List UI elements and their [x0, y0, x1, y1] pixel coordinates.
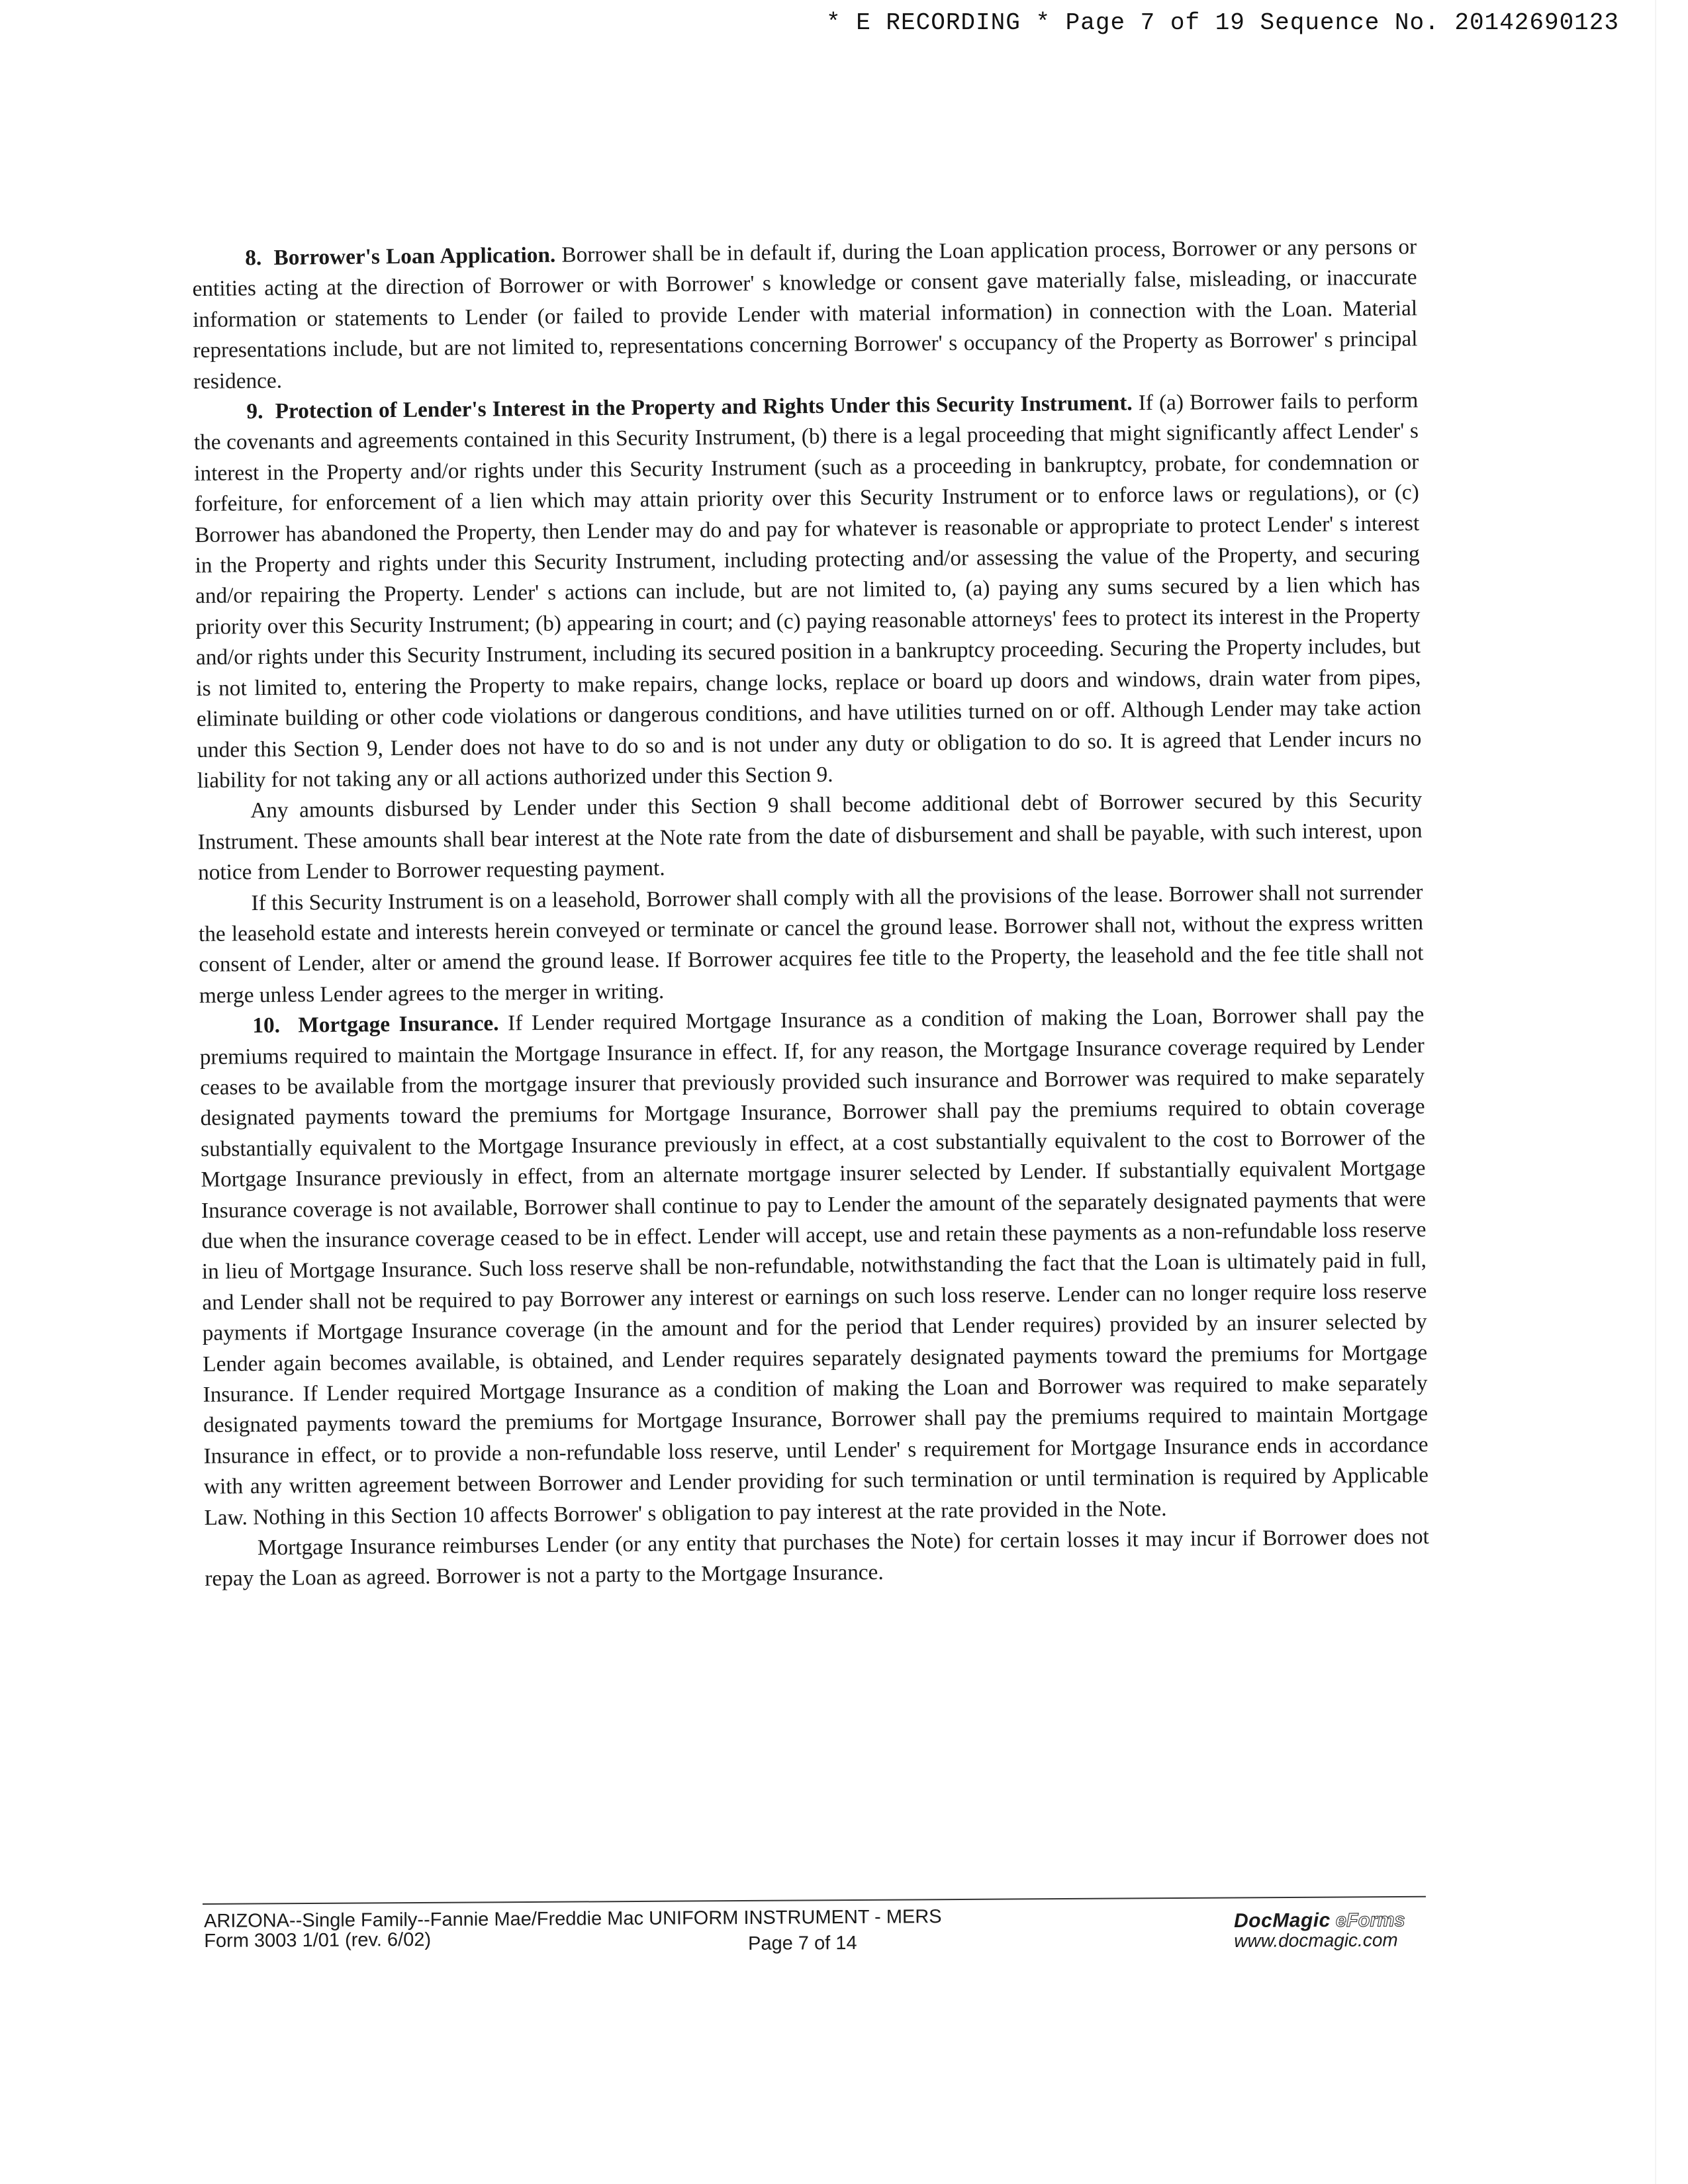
brand-name: DocMagic — [1233, 1909, 1331, 1932]
scan-edge-line — [1655, 0, 1656, 2184]
footer-page-number: Page 7 of 14 — [747, 1932, 857, 1954]
section-9-paragraph-3: If this Security Instrument is on a leasehold, Borrower shall comply with all the provisions of the lease. Borrower shall not surrender the leasehold estate and interests herein conveyed or terminate or cancel the ground lease. Borrower shall not, without the express written consent of Lender, alter or amend the ground lease. If Borrower acquires fee title to the Property, the leasehold and the fee title shall not merge unless Lender agrees to the merger in writing. — [198, 879, 1424, 1008]
section-8-number: 8. — [245, 245, 262, 271]
section-10 — [199, 999, 1429, 1533]
section-10-number: 10. — [252, 1013, 281, 1038]
brand-suffix: eForms — [1335, 1909, 1405, 1932]
section-10-text: If Lender required Mortgage Insurance as a condition of making the Loan, Borrower shall pay the premiums required to maintain the Mortgage Insurance in effect. If, for any reason, the Mortgage Insurance coverage required by Lender ceases to be available from the mortgage insurer that previously provided such insurance and Borrower was required to make separately designated payments toward the premiums for Mortgage Insurance, Borrower shall pay the premiums required to obtain coverage substantially equivalent to the Mortgage Insurance previously in effect, at a cost substantially equivalent to the cost to Borrower of the Mortgage Insurance previously in effect, from an alternate mortgage insurer selected by Lender. If substantially equivalent Mortgage Insurance coverage is not available, Borrower shall continue to pay to Lender the amount of the separately designated payments that were due when the insurance coverage ceased to be in effect. Lender will accept, use and retain these payments as a non-refundable loss reserve in lieu of Mortgage Insurance. Such loss reserve shall be non-refundable, notwithstanding the fact that the Loan is ultimately paid in full, and Lender shall not be required to pay Borrower any interest or earnings on such loss reserve. Lender can no longer require loss reserve payments if Mortgage Insurance coverage (in the amount and for the period that Lender requires) provided by an insurer selected by Lender again becomes available, is obtained, and Lender requires separately designated payments toward the premiums for Mortgage Insurance. If Lender required Mortgage Insurance as a condition of making the Loan and Borrower was required to make separately designated payments toward the premiums for Mortgage Insurance, Borrower shall pay the premiums required to maintain Mortgage Insurance in effect, or to provide a non-refundable loss reserve, until Lender' s requirement for Mortgage Insurance ends in accordance with any written agreement between Borrower and Lender providing for such termination or until termination is required by Applicable Law. Nothing in this Section 10 affects Borrower' s obligation to pay interest at the rate provided in the Note. — [199, 1002, 1429, 1530]
footer-brand — [1234, 1910, 1405, 1951]
footer-divider — [203, 1896, 1426, 1905]
section-8 — [192, 232, 1418, 397]
section-9-title: Protection of Lender's Interest in the Property and Rights Under this Security Instrument. — [275, 390, 1133, 424]
section-10-title: Mortgage Insurance. — [298, 1011, 499, 1038]
footer-form-number: Form 3003 1/01 (rev. 6/02) — [204, 1929, 432, 1952]
docmagic-logo — [1234, 1910, 1405, 1931]
section-10-paragraph-2: Mortgage Insurance reimburses Lender (or any entity that purchases the Note) for certain losses it may incur if Borrower does not repay the Loan as agreed. Borrower is not a party to the Mortgage Insurance. — [205, 1524, 1430, 1592]
recording-header: * E RECORDING * Page 7 of 19 Sequence No. 20142690123 — [826, 9, 1619, 36]
section-9-paragraph-2: Any amounts disbursed by Lender under this Section 9 shall become additional debt of Borrower secured by this Security Instrument. These amounts shall bear interest at the Note rate from the date of disbursement and shall be payable, with such interest, upon notice from Lender to Borrower requesting payment. — [197, 787, 1423, 886]
section-9-number: 9. — [246, 399, 263, 424]
footer-form-title: ARIZONA--Single Family--Fannie Mae/Freddie Mac UNIFORM INSTRUMENT - MERS — [203, 1906, 942, 1932]
document-body — [192, 232, 1430, 1595]
section-9 — [193, 385, 1422, 796]
section-9-text: If (a) Borrower fails to perform the covenants and agreements contained in this Security Instrument, (b) there is a legal proceeding that might significantly affect Lender' s interest in the Property and/or rights under this Security Instrument (such as a proceeding in bankruptcy, probate, for condemnation or forfeiture, for enforcement of a lien which may attain priority over this Security Instrument or to enforce laws or regulations), or (c) Borrower has abandoned the Property, then Lender may do and pay for whatever is reasonable or appropriate to protect Lender' s interest in the Property and rights under this Security Instrument, including protecting and/or assessing the value of the Property, and securing and/or repairing the Property. Lender' s actions can include, but are not limited to, (a) paying any sums secured by a lien which has priority over this Security Instrument; (b) appearing in court; and (c) paying reasonable attorneys' fees to protect its interest in the Property and/or rights under this Security Instrument, including its secured position in a bankruptcy proceeding. Securing the Property includes, but is not limited to, entering the Property to make repairs, change locks, replace or board up doors and windows, drain water from pipes, eliminate building or other code violations or dangerous conditions, and have utilities turned on or off. Although Lender may take action under this Section 9, Lender does not have to do so and is not under any duty or obligation to do so. It is agreed that Lender incurs no liability for not taking any or all actions authorized under this Section 9. — [193, 388, 1422, 793]
section-8-text: Borrower shall be in default if, during the Loan application process, Borrower or any persons or entities acting at the direction of Borrower or with Borrower' s knowledge or consent gave materially false, misleading, or inaccurate information or statements to Lender (or failed to provide Lender with material information) in connection with the Loan. Material representations include, but are not limited to, representations concerning Borrower' s occupancy of the Property as Borrower' s principal residence. — [192, 234, 1418, 394]
brand-url: www.docmagic.com — [1234, 1929, 1398, 1951]
section-8-title: Borrower's Loan Application. — [273, 242, 556, 270]
